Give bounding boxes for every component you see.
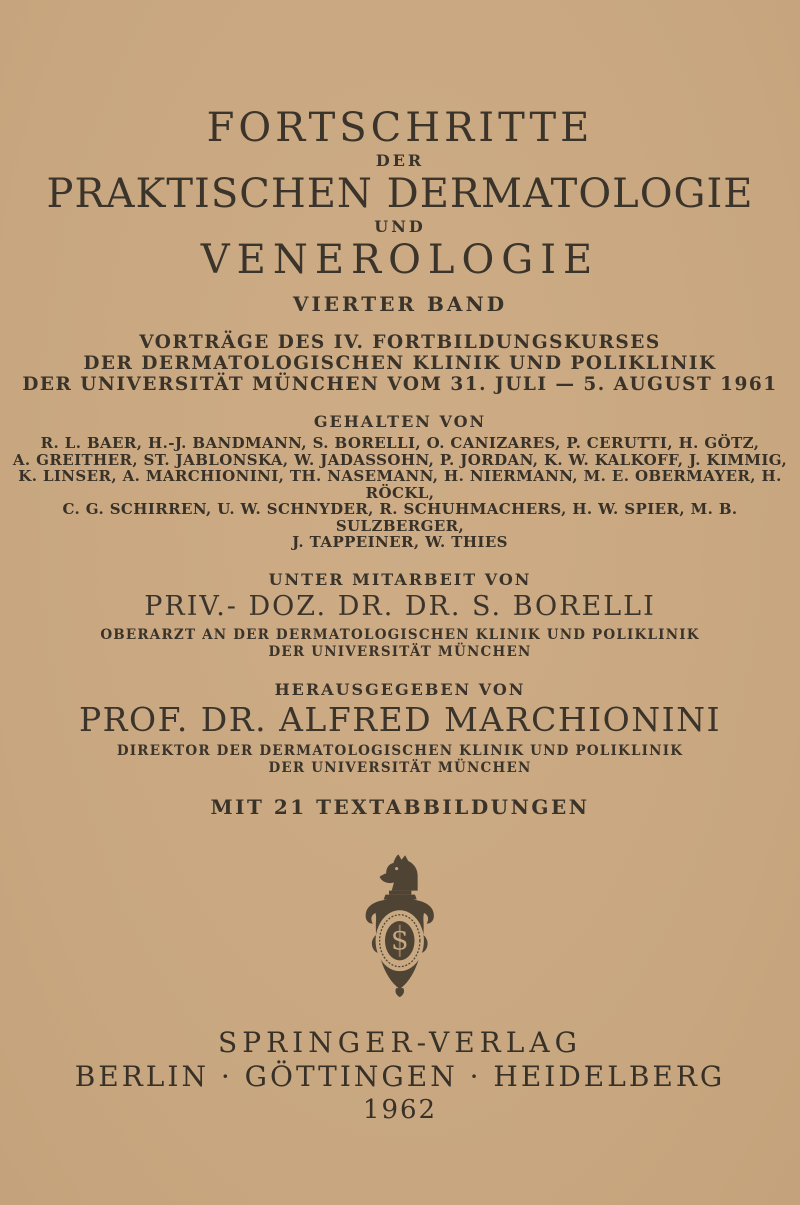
course-subtitle	[0, 332, 800, 395]
speakers-line-4: C. G. SCHIRREN, U. W. SCHNYDER, R. SCHUHMACHERS, H. W. SPIER, M. B. SULZBERGER,	[62, 500, 738, 535]
collaborator-role-line-2: DER UNIVERSITÄT MÜNCHEN	[268, 643, 532, 660]
course-subtitle-line-2: DER DERMATOLOGISCHEN KLINIK UND POLIKLINIK	[83, 353, 717, 374]
collaborator-name: PRIV.- DOZ. DR. DR. S. BORELLI	[144, 590, 656, 622]
main-title-line-1: FORTSCHRITTE	[206, 105, 594, 151]
speakers-line-2: A. GREITHER, ST. JABLONSKA, W. JADASSOHN, P. JORDAN, K. W. KALKOFF, J. KIMMIG,	[12, 450, 788, 469]
publisher-cities: BERLIN · GÖTTINGEN · HEIDELBERG	[74, 1059, 726, 1093]
editor-role	[0, 743, 800, 777]
monogram-letter: S	[391, 926, 409, 956]
editor-section	[0, 681, 800, 777]
speakers-line-1: R. L. BAER, H.-J. BANDMANN, S. BORELLI, O. CANIZARES, P. CERUTTI, H. GÖTZ,	[40, 434, 760, 452]
volume-label: VIERTER BAND	[292, 292, 508, 316]
publication-year: 1962	[362, 1094, 438, 1125]
horse-head-icon	[380, 854, 418, 890]
main-title-line-2: PRAKTISCHEN DERMATOLOGIE	[46, 171, 754, 217]
speakers-line-3: K. LINSER, A. MARCHIONINI, TH. NASEMANN, H. NIERMANN, M. E. OBERMAYER, H. RÖCKL,	[18, 467, 782, 502]
editor-heading: HERAUSGEGEBEN VON	[274, 679, 526, 699]
course-subtitle-line-3: DER UNIVERSITÄT MÜNCHEN VOM 31. JULI — 5. AUGUST 1961	[22, 374, 778, 395]
speakers-line-5: J. TAPPEINER, W. THIES	[292, 533, 508, 551]
speakers-name-list	[0, 435, 800, 551]
editor-name: PROF. DR. ALFRED MARCHIONINI	[78, 699, 722, 739]
main-title-line-3: VENEROLOGIE	[200, 237, 600, 283]
publisher-name: SPRINGER-VERLAG	[218, 1025, 582, 1059]
editor-role-line-1: DIREKTOR DER DERMATOLOGISCHEN KLINIK UND POLIKLINIK	[116, 742, 684, 759]
publisher-block	[0, 1026, 800, 1126]
title-connector-der: DER	[375, 151, 425, 170]
editor-role-line-2: DER UNIVERSITÄT MÜNCHEN	[268, 759, 532, 776]
springer-knight-emblem-icon	[355, 853, 445, 998]
speakers-section	[0, 413, 800, 551]
collaboration-heading: UNTER MITARBEIT VON	[268, 569, 532, 589]
illustrations-note: MIT 21 TEXTABBILDUNGEN	[210, 794, 590, 819]
title-connector-und: UND	[374, 217, 426, 236]
collaborator-role-line-1: OBERARZT AN DER DERMATOLOGISCHEN KLINIK UND POLIKLINIK	[100, 626, 700, 643]
course-subtitle-line-1: VORTRÄGE DES IV. FORTBILDUNGSKURSES	[139, 332, 661, 353]
collaborator-role	[0, 627, 800, 661]
horse-eye	[395, 867, 398, 870]
collaboration-section	[0, 571, 800, 661]
speakers-heading: GEHALTEN VON	[313, 412, 487, 431]
publisher-logo	[0, 853, 800, 998]
